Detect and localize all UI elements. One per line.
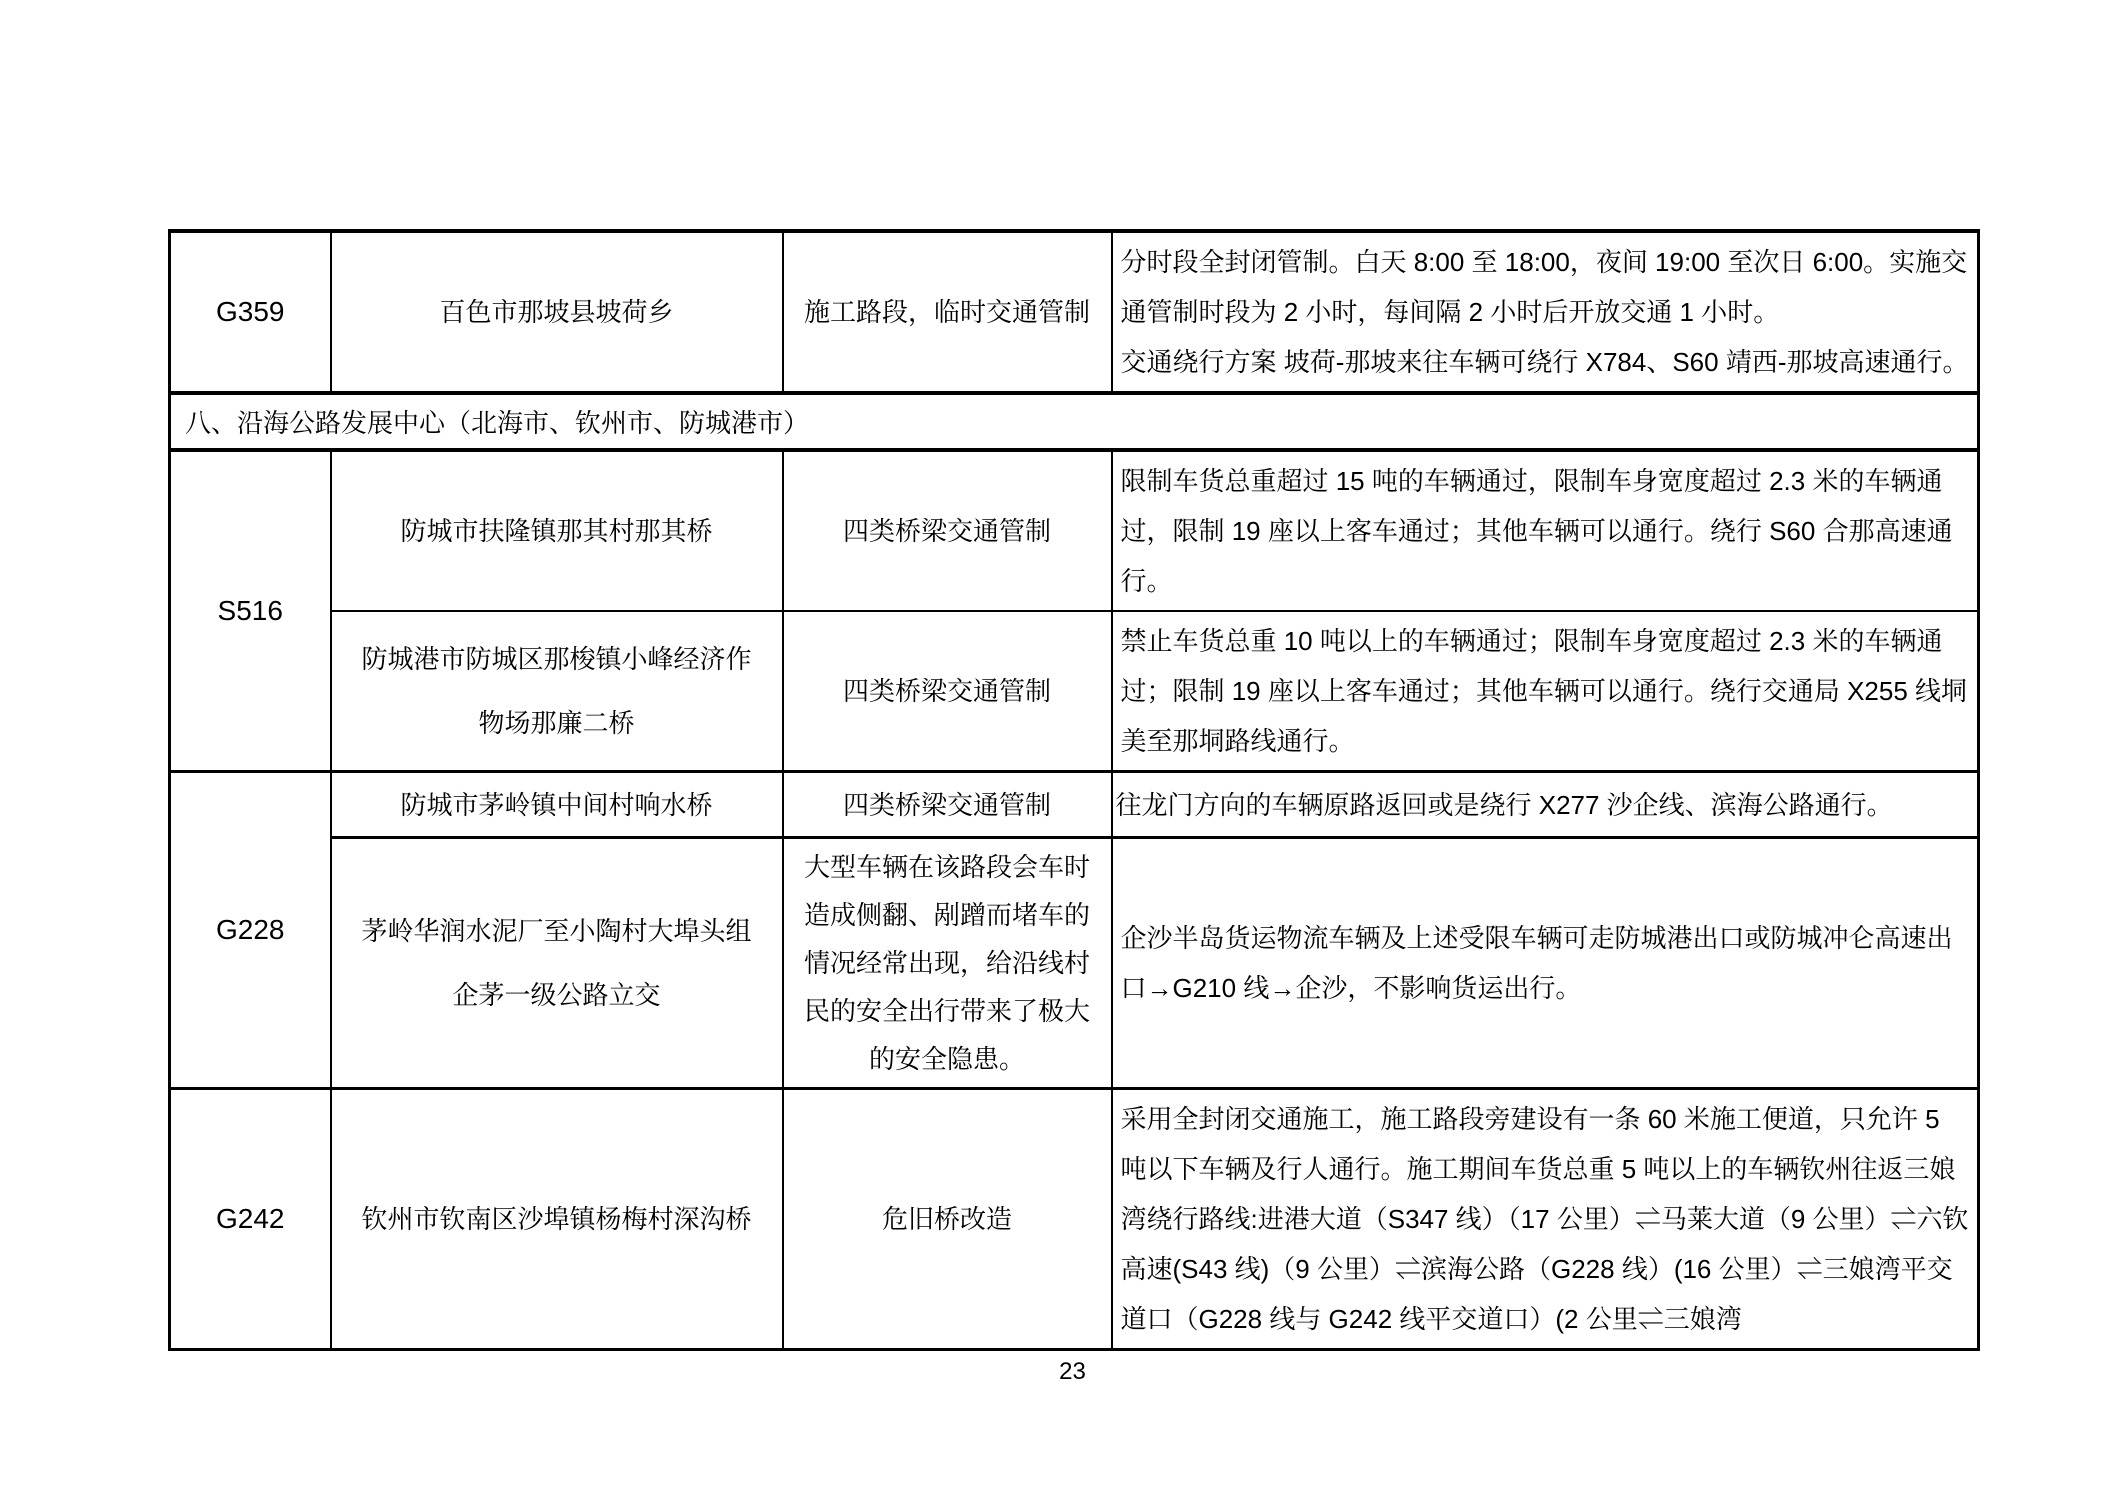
road-code-cell: G228	[170, 772, 331, 1089]
control-type-cell: 四类桥梁交通管制	[783, 450, 1112, 611]
detail-cell: 采用全封闭交通施工，施工路段旁建设有一条 60 米施工便道，只允许 5 吨以下车辆及行人通行。施工期间车货总重 5 吨以上的车辆钦州往返三娘湾绕行路线:进港大道（S347 线）（17 公里）⇌马莱大道（9 公里）⇌六钦高速(S43 线)（9 公里）⇌滨海公路（G228 线）(16 公里）⇌三娘湾平交道口（G228 线与 G242 线平交道口）(2 公里⇌三娘湾	[1112, 1089, 1979, 1350]
road-code-cell: G359	[170, 231, 331, 393]
control-type-cell: 危旧桥改造	[783, 1089, 1112, 1350]
control-type-cell: 施工路段，临时交通管制	[783, 231, 1112, 393]
table-row-s516-2	[170, 611, 1979, 772]
road-code-cell: S516	[170, 450, 331, 772]
section-header: 八、沿海公路发展中心（北海市、钦州市、防城港市）	[170, 393, 1979, 450]
detail-cell: 限制车货总重超过 15 吨的车辆通过，限制车身宽度超过 2.3 米的车辆通过，限制 19 座以上客车通过；其他车辆可以通行。绕行 S60 合那高速通行。	[1112, 450, 1979, 611]
table-row-section-header	[170, 393, 1979, 450]
table-row-g242	[170, 1089, 1979, 1350]
traffic-control-table	[168, 229, 1980, 1351]
table-row-s516-1	[170, 450, 1979, 611]
location-cell: 防城市茅岭镇中间村响水桥	[331, 772, 783, 838]
detail-cell: 禁止车货总重 10 吨以上的车辆通过；限制车身宽度超过 2.3 米的车辆通过；限制 19 座以上客车通过；其他车辆可以通行。绕行交通局 X255 线垌美至那垌路线通行。	[1112, 611, 1979, 772]
table-row-g359	[170, 231, 1979, 393]
detail-cell: 企沙半岛货运物流车辆及上述受限车辆可走防城港出口或防城冲仑高速出口→G210 线→企沙，不影响货运出行。	[1112, 838, 1979, 1089]
detail-cell: 往龙门方向的车辆原路返回或是绕行 X277 沙企线、滨海公路通行。	[1112, 772, 1979, 838]
control-type-cell: 四类桥梁交通管制	[783, 772, 1112, 838]
location-cell: 钦州市钦南区沙埠镇杨梅村深沟桥	[331, 1089, 783, 1350]
control-type-cell: 四类桥梁交通管制	[783, 611, 1112, 772]
page-number: 23	[1059, 1358, 1086, 1385]
location-cell: 百色市那坡县坡荷乡	[331, 231, 783, 393]
detail-cell	[1112, 231, 1979, 393]
table-row-g228-1	[170, 772, 1979, 838]
location-cell: 茅岭华润水泥厂至小陶村大埠头组企茅一级公路立交	[331, 838, 783, 1089]
control-type-cell: 大型车辆在该路段会车时造成侧翻、剐蹭而堵车的情况经常出现，给沿线村民的安全出行带来了极大的安全隐患。	[783, 838, 1112, 1089]
location-cell: 防城市扶隆镇那其村那其桥	[331, 450, 783, 611]
detail-paragraph: 分时段全封闭管制。白天 8:00 至 18:00，夜间 19:00 至次日 6:00。实施交通管制时段为 2 小时，每间隔 2 小时后开放交通 1 小时。	[1120, 247, 1968, 327]
road-code-cell: G242	[170, 1089, 331, 1350]
location-cell: 防城港市防城区那梭镇小峰经济作物场那廉二桥	[331, 611, 783, 772]
detail-paragraph: 交通绕行方案 坡荷-那坡来往车辆可绕行 X784、S60 靖西-那坡高速通行。	[1120, 347, 1969, 377]
table-row-g228-2	[170, 838, 1979, 1089]
